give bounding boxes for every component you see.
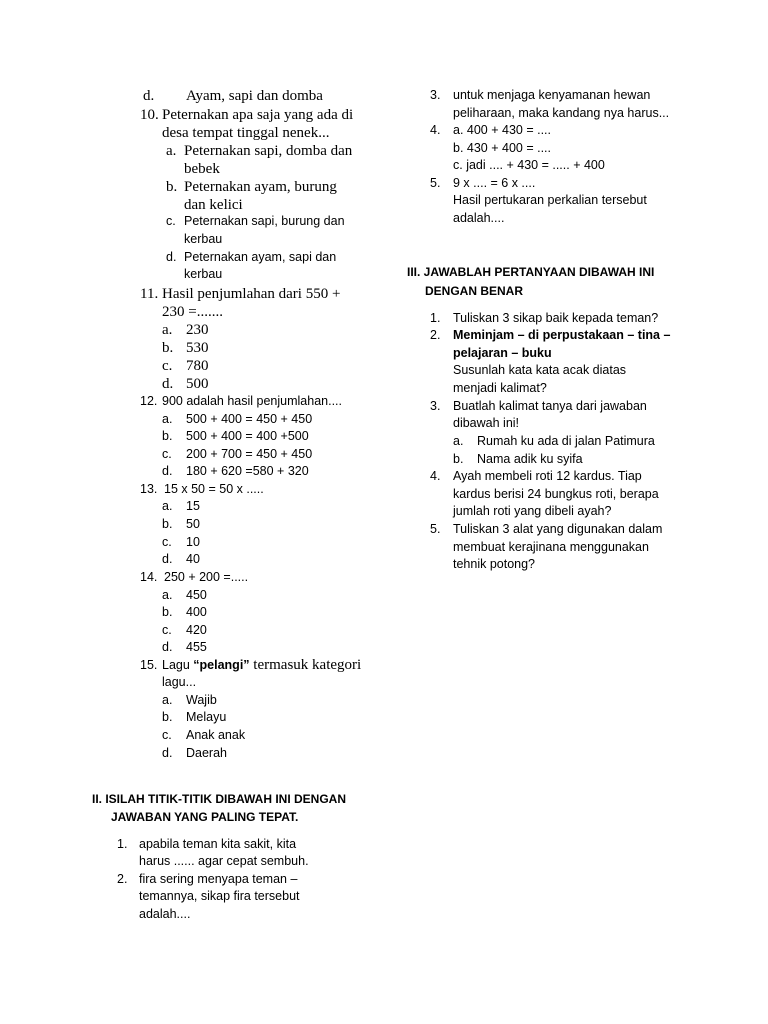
part3-q5-text-line: membuat kerajinana menggunakan	[453, 540, 649, 554]
part3-q2-scrambled-words: pelajaran – buku	[453, 346, 552, 360]
q12-text: 900 adalah hasil penjumlahan....	[162, 394, 342, 408]
q15-option-c-text: Anak anak	[186, 728, 246, 742]
q11-option-d-text: 500	[186, 376, 209, 392]
section-3-heading: DENGAN BENAR	[425, 284, 524, 298]
q10-text-line: Peternakan apa saja yang ada di	[162, 107, 354, 123]
part3-q1-text-line: Tuliskan 3 sikap baik kepada teman?	[453, 311, 659, 325]
q14-option-d-text: 455	[186, 640, 207, 654]
q15-song-title: “pelangi”	[193, 658, 250, 672]
part3-q4-text-line: kardus berisi 24 bungkus roti, berapa	[453, 487, 659, 501]
part2-q4-text-line: c. jadi .... + 430 = ..... + 400	[453, 158, 605, 172]
q9-option-d-text: Ayam, sapi dan domba	[186, 88, 323, 104]
part3-q2-text-line: Susunlah kata kata acak diatas	[453, 363, 627, 377]
part2-q2-text-line: temannya, sikap fira tersebut	[139, 889, 300, 903]
part2-q1-text-line: harus ...... agar cepat sembuh.	[139, 854, 309, 868]
part2-q2-number: 2.	[117, 872, 128, 886]
q10-option-d-marker: d.	[166, 250, 177, 264]
q15-option-d-text: Daerah	[186, 746, 227, 760]
q11-text-line: Hasil penjumlahan dari 550 +	[162, 286, 341, 302]
part3-q3-text-line: Buatlah kalimat tanya dari jawaban	[453, 399, 647, 413]
q12-option-b-text: 500 + 400 = 400 +500	[186, 429, 309, 443]
q10-option-c-text: Peternakan sapi, burung dan	[184, 214, 345, 228]
q10-option-b-marker: b.	[166, 179, 178, 195]
q10-option-d-text: Peternakan ayam, sapi dan	[184, 250, 337, 264]
q10-option-c-text: kerbau	[184, 232, 223, 246]
q12-number: 12.	[140, 394, 158, 408]
q12-option-d-marker: d.	[162, 464, 173, 478]
q15-number: 15.	[140, 658, 158, 672]
q10-text-line: desa tempat tinggal nenek...	[162, 125, 330, 141]
q14-option-b-text: 400	[186, 605, 207, 619]
q13-option-d-marker: d.	[162, 552, 173, 566]
q10-option-a-text: bebek	[184, 161, 220, 177]
q11-option-b-marker: b.	[162, 340, 174, 356]
part3-q4-number: 4.	[430, 469, 441, 483]
part3-q3-number: 3.	[430, 399, 441, 413]
q15-text-line	[162, 657, 361, 674]
q11-option-c-marker: c.	[162, 358, 173, 374]
part3-q5-text-line: tehnik potong?	[453, 557, 536, 571]
q12-option-a-marker: a.	[162, 412, 173, 426]
part2-q3-text-line: peliharaan, maka kandang nya harus...	[453, 106, 670, 120]
q10-option-b-text: Peternakan ayam, burung	[184, 179, 337, 195]
q13-option-c-text: 10	[186, 535, 200, 549]
q10-number: 10.	[140, 107, 159, 123]
q13-option-d-text: 40	[186, 552, 200, 566]
q15-option-a-marker: a.	[162, 693, 173, 707]
part3-q5-number: 5.	[430, 522, 441, 536]
q14-option-c-text: 420	[186, 623, 207, 637]
q14-option-c-marker: c.	[162, 623, 172, 637]
q15-option-c-marker: c.	[162, 728, 172, 742]
part3-q4-text-line: jumlah roti yang dibeli ayah?	[453, 504, 612, 518]
q13-number: 13.	[140, 482, 158, 496]
q11-option-b-text: 530	[186, 340, 209, 356]
part2-q4-text-line: a. 400 + 430 = ....	[453, 123, 551, 137]
part3-q3-text-line: dibawah ini!	[453, 416, 520, 430]
q14-text: 250 + 200 =.....	[164, 570, 249, 584]
part2-q4-number: 4.	[430, 123, 441, 137]
part3-q1-number: 1.	[430, 311, 441, 325]
part3-q3-option-a-text: Rumah ku ada di jalan Patimura	[477, 434, 655, 448]
q10-option-d-text: kerbau	[184, 267, 223, 281]
section-2-heading: II. ISILAH TITIK-TITIK DIBAWAH INI DENGAN	[92, 792, 346, 806]
part2-q3-number: 3.	[430, 88, 441, 102]
q13-option-c-marker: c.	[162, 535, 172, 549]
part3-q3-option-a-marker: a.	[453, 434, 464, 448]
part2-q5-number: 5.	[430, 176, 441, 190]
q13-text: 15 x 50 = 50 x .....	[164, 482, 264, 496]
section-2-heading: JAWABAN YANG PALING TEPAT.	[111, 810, 299, 824]
part3-q2-text-line: menjadi kalimat?	[453, 381, 547, 395]
q10-option-a-marker: a.	[166, 143, 177, 159]
q12-option-c-text: 200 + 700 = 450 + 450	[186, 447, 313, 461]
q15-option-b-text: Melayu	[186, 710, 227, 724]
q15-text-start: Lagu	[162, 658, 194, 672]
q11-number: 11.	[140, 286, 159, 302]
q9-option-d-marker: d.	[143, 88, 155, 104]
part2-q5-text-line: adalah....	[453, 211, 505, 225]
part2-q1-number: 1.	[117, 837, 128, 851]
q15-option-b-marker: b.	[162, 710, 173, 724]
q15-text-end: termasuk kategori	[249, 657, 362, 673]
part3-q3-option-b-marker: b.	[453, 452, 464, 466]
q14-option-d-marker: d.	[162, 640, 173, 654]
q11-option-d-marker: d.	[162, 376, 174, 392]
part3-q3-option-b-text: Nama adik ku syifa	[477, 452, 583, 466]
part2-q3-text-line: untuk menjaga kenyamanan hewan	[453, 88, 651, 102]
q10-option-b-text: dan kelici	[184, 197, 243, 213]
q11-text-line: 230 =.......	[162, 304, 223, 320]
q11-option-a-text: 230	[186, 322, 209, 338]
part2-q2-text-line: adalah....	[139, 907, 191, 921]
part2-q4-text-line: b. 430 + 400 = ....	[453, 141, 551, 155]
part2-q5-text-line: 9 x .... = 6 x ....	[453, 176, 536, 190]
q14-option-b-marker: b.	[162, 605, 173, 619]
q12-option-a-text: 500 + 400 = 450 + 450	[186, 412, 313, 426]
part2-q5-text-line: Hasil pertukaran perkalian tersebut	[453, 193, 647, 207]
part3-q5-text-line: Tuliskan 3 alat yang digunakan dalam	[453, 522, 663, 536]
q14-option-a-text: 450	[186, 588, 207, 602]
q14-option-a-marker: a.	[162, 588, 173, 602]
q12-option-b-marker: b.	[162, 429, 173, 443]
q15-option-d-marker: d.	[162, 746, 173, 760]
q13-option-a-text: 15	[186, 499, 200, 513]
q10-option-c-marker: c.	[166, 214, 176, 228]
q11-option-a-marker: a.	[162, 322, 173, 338]
q12-option-d-text: 180 + 620 =580 + 320	[186, 464, 309, 478]
q15-option-a-text: Wajib	[186, 693, 217, 707]
part3-q2-number: 2.	[430, 328, 441, 342]
q15-text-line: lagu...	[162, 675, 197, 689]
q13-option-a-marker: a.	[162, 499, 173, 513]
section-3-heading: III. JAWABLAH PERTANYAAN DIBAWAH INI	[407, 265, 655, 279]
q13-option-b-marker: b.	[162, 517, 173, 531]
q14-number: 14.	[140, 570, 158, 584]
part2-q1-text-line: apabila teman kita sakit, kita	[139, 837, 297, 851]
q10-option-a-text: Peternakan sapi, domba dan	[184, 143, 353, 159]
q12-option-c-marker: c.	[162, 447, 172, 461]
part3-q2-scrambled-words: Meminjam – di perpustakaan – tina –	[453, 328, 671, 342]
part3-q4-text-line: Ayah membeli roti 12 kardus. Tiap	[453, 469, 642, 483]
q11-option-c-text: 780	[186, 358, 209, 374]
q13-option-b-text: 50	[186, 517, 200, 531]
part2-q2-text-line: fira sering menyapa teman –	[139, 872, 298, 886]
